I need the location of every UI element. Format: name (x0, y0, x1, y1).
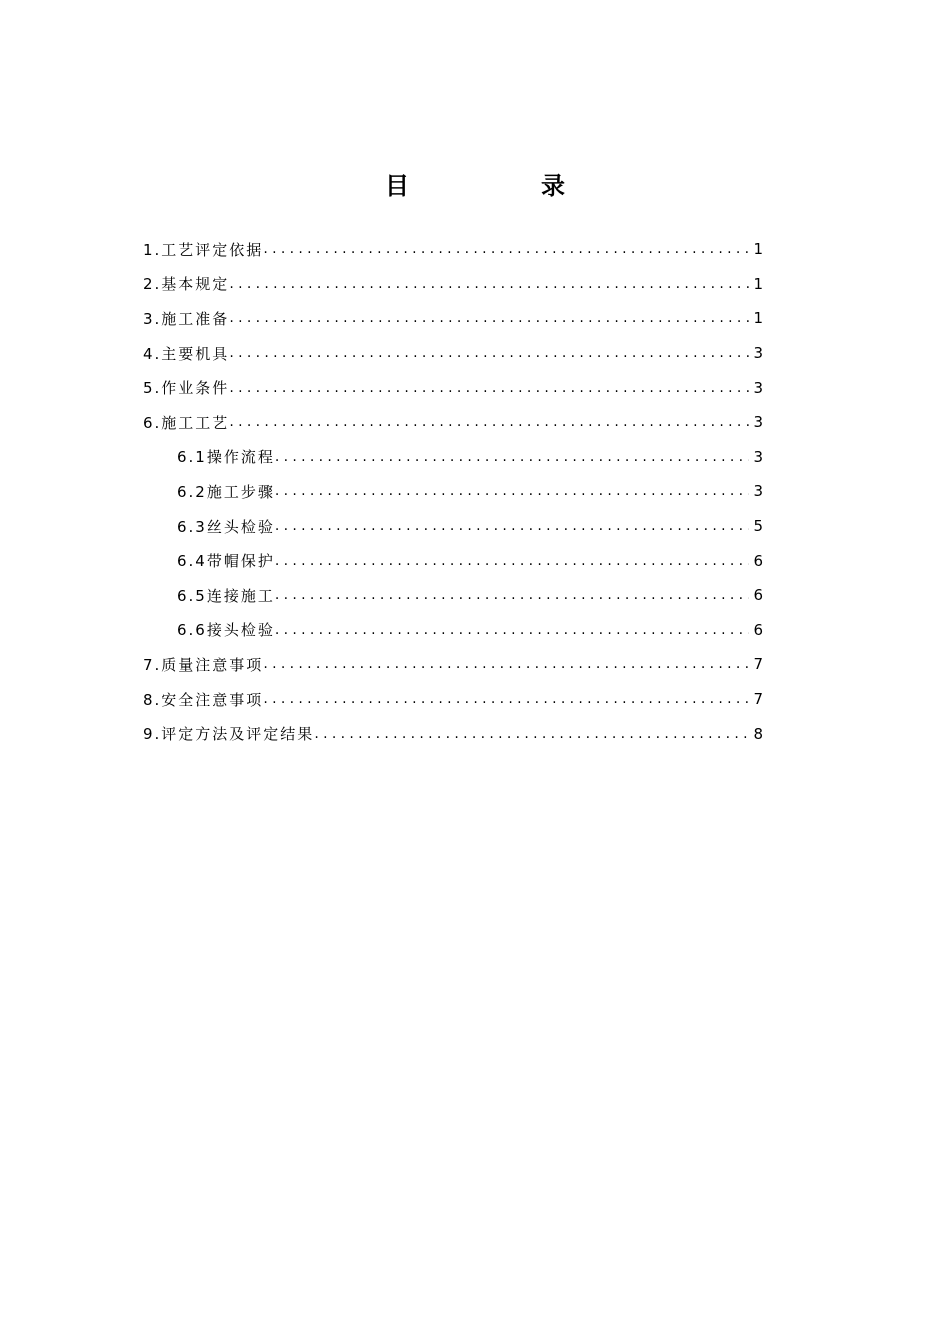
toc-entry-page: 5 (753, 517, 763, 536)
toc-entry[interactable] (143, 370, 763, 405)
toc-entry-label: 6.6接头检验 (177, 621, 275, 640)
toc-entry[interactable] (143, 716, 763, 751)
toc-dot-leader (229, 310, 749, 326)
table-of-contents (143, 232, 763, 751)
toc-entry-label: 9.评定方法及评定结果 (143, 725, 315, 744)
toc-dot-leader (275, 587, 749, 603)
toc-entry-label: 1.工艺评定依据 (143, 240, 264, 259)
toc-entry-label: 8.安全注意事项 (143, 690, 264, 709)
toc-entry-page: 8 (753, 724, 763, 743)
toc-entry-page: 6 (753, 586, 763, 605)
toc-entry-page: 6 (753, 620, 763, 639)
toc-dot-leader (229, 345, 749, 361)
toc-dot-leader (229, 414, 749, 430)
toc-subentry[interactable] (143, 613, 763, 648)
toc-entry-page: 6 (753, 551, 763, 570)
toc-dot-leader (275, 518, 749, 534)
toc-entry-page: 1 (753, 240, 763, 259)
toc-entry-page: 3 (753, 413, 763, 432)
toc-entry[interactable] (143, 647, 763, 682)
toc-entry-page: 1 (753, 274, 763, 293)
toc-subentry[interactable] (143, 509, 763, 544)
toc-entry-page: 1 (753, 309, 763, 328)
toc-entry-label: 6.施工工艺 (143, 413, 230, 432)
toc-subentry[interactable] (143, 543, 763, 578)
toc-entry-label: 6.4带帽保护 (177, 552, 275, 571)
toc-entry[interactable] (143, 301, 763, 336)
toc-dot-leader (229, 380, 749, 396)
toc-entry[interactable] (143, 682, 763, 717)
toc-subentry[interactable] (143, 440, 763, 475)
toc-entry-label: 6.5连接施工 (177, 586, 275, 605)
toc-entry-page: 3 (753, 447, 763, 466)
toc-title: 目 录 (385, 171, 619, 200)
toc-entry-label: 3.施工准备 (143, 309, 230, 328)
toc-entry[interactable] (143, 232, 763, 267)
toc-entry-page: 7 (753, 655, 763, 674)
toc-dot-leader (275, 449, 749, 465)
toc-entry-label: 7.质量注意事项 (143, 655, 264, 674)
toc-dot-leader (263, 691, 749, 707)
toc-dot-leader (275, 622, 749, 638)
toc-dot-leader (263, 241, 749, 257)
toc-entry-page: 3 (753, 482, 763, 501)
toc-entry-label: 6.1操作流程 (177, 448, 275, 467)
toc-dot-leader (275, 553, 749, 569)
toc-entry-page: 3 (753, 378, 763, 397)
toc-entry-page: 7 (753, 690, 763, 709)
toc-dot-leader (229, 276, 749, 292)
toc-entry[interactable] (143, 267, 763, 302)
toc-dot-leader (275, 483, 749, 499)
toc-entry-page: 3 (753, 344, 763, 363)
toc-dot-leader (314, 726, 749, 742)
toc-entry[interactable] (143, 336, 763, 371)
toc-entry-label: 5.作业条件 (143, 379, 230, 398)
toc-entry[interactable] (143, 405, 763, 440)
toc-dot-leader (263, 656, 749, 672)
toc-entry-label: 6.3丝头检验 (177, 517, 275, 536)
toc-subentry[interactable] (143, 474, 763, 509)
toc-subentry[interactable] (143, 578, 763, 613)
toc-entry-label: 6.2施工步骤 (177, 482, 275, 501)
toc-entry-label: 2.基本规定 (143, 275, 230, 294)
toc-entry-label: 4.主要机具 (143, 344, 230, 363)
